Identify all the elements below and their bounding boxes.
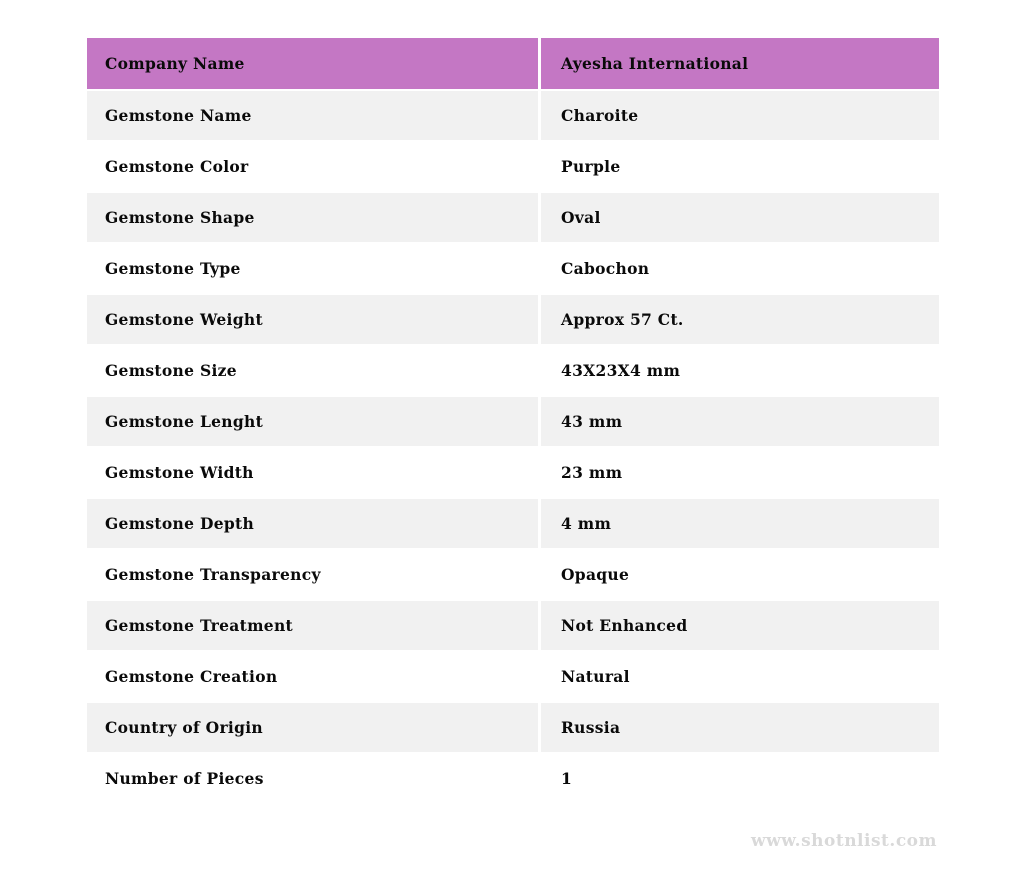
table-row	[87, 244, 939, 293]
table-header-row	[87, 38, 939, 89]
row-label-cell: Number of Pieces	[87, 754, 538, 803]
row-value-cell: Opaque	[541, 550, 939, 599]
row-label-cell: Gemstone Type	[87, 244, 538, 293]
row-label-cell: Gemstone Weight	[87, 295, 538, 344]
row-label-cell: Gemstone Treatment	[87, 601, 538, 650]
row-label-cell: Gemstone Creation	[87, 652, 538, 701]
row-value-cell: Oval	[541, 193, 939, 242]
header-label-cell: Company Name	[87, 38, 538, 89]
row-label-cell: Country of Origin	[87, 703, 538, 752]
row-value-cell: Cabochon	[541, 244, 939, 293]
row-label-cell: Gemstone Width	[87, 448, 538, 497]
table-row	[87, 550, 939, 599]
watermark: www.shotnlist.com	[750, 831, 937, 851]
row-value-cell: 1	[541, 754, 939, 803]
row-value-cell: 23 mm	[541, 448, 939, 497]
row-value-cell: 43X23X4 mm	[541, 346, 939, 395]
row-label-cell: Gemstone Size	[87, 346, 538, 395]
row-label-cell: Gemstone Name	[87, 91, 538, 140]
row-label-cell: Gemstone Color	[87, 142, 538, 191]
table-row	[87, 499, 939, 548]
table-row	[87, 754, 939, 803]
row-label-cell: Gemstone Depth	[87, 499, 538, 548]
row-value-cell: Purple	[541, 142, 939, 191]
table-row	[87, 142, 939, 191]
table-row	[87, 652, 939, 701]
table-body	[87, 91, 939, 803]
header-value-cell: Ayesha International	[541, 38, 939, 89]
table-row	[87, 295, 939, 344]
row-value-cell: Approx 57 Ct.	[541, 295, 939, 344]
table-row	[87, 91, 939, 140]
table-row	[87, 193, 939, 242]
row-label-cell: Gemstone Transparency	[87, 550, 538, 599]
table-row	[87, 601, 939, 650]
table-row	[87, 346, 939, 395]
table-row	[87, 397, 939, 446]
table-row	[87, 703, 939, 752]
row-value-cell: 4 mm	[541, 499, 939, 548]
row-value-cell: Natural	[541, 652, 939, 701]
row-label-cell: Gemstone Shape	[87, 193, 538, 242]
gemstone-details-table	[87, 38, 939, 805]
row-value-cell: Not Enhanced	[541, 601, 939, 650]
row-value-cell: 43 mm	[541, 397, 939, 446]
row-value-cell: Charoite	[541, 91, 939, 140]
table-row	[87, 448, 939, 497]
row-label-cell: Gemstone Lenght	[87, 397, 538, 446]
row-value-cell: Russia	[541, 703, 939, 752]
